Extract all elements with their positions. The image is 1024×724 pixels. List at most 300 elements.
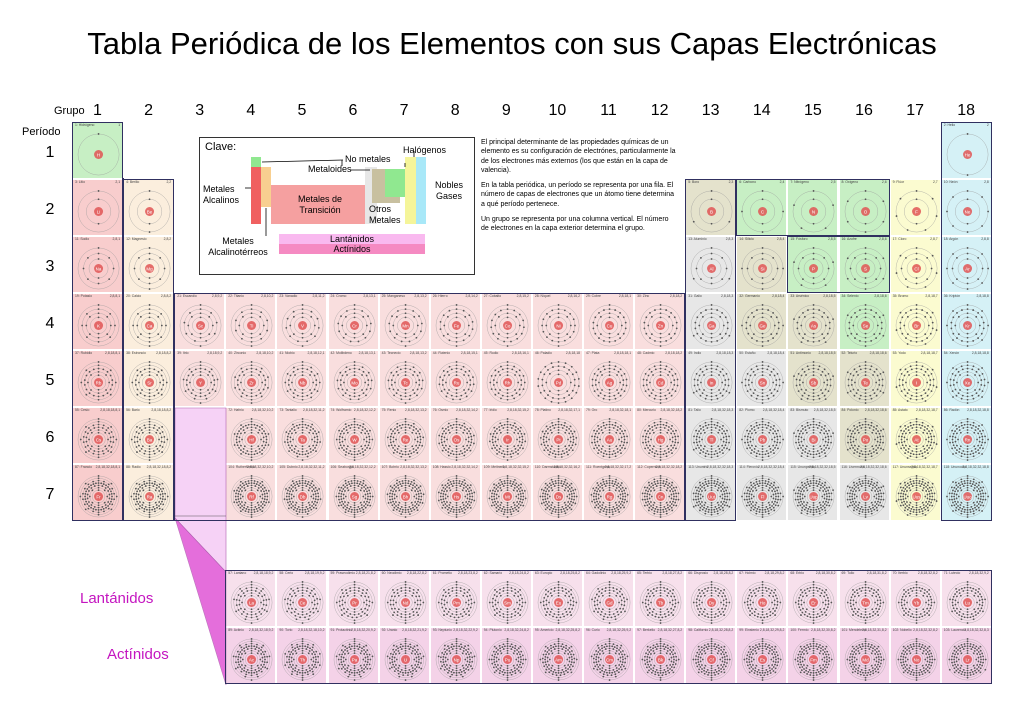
electron [809,450,811,452]
electron [510,341,512,343]
electron [463,374,465,376]
electron [448,423,450,425]
electron [251,451,253,453]
electron [392,509,394,511]
electron [915,341,917,343]
electron [455,308,457,310]
electron [594,390,596,392]
electron [609,304,611,306]
electron [926,428,928,430]
electron [411,504,413,506]
electron [828,439,830,441]
electron [666,479,668,481]
element-cell [583,293,634,350]
electron [716,340,718,342]
electron [547,494,549,496]
electron [762,247,764,249]
electron [164,436,166,438]
electron [494,389,496,391]
electron [310,448,312,450]
element-number-name: 88: Radio [126,465,141,469]
electron [297,483,299,485]
electron [410,502,412,504]
electron [414,439,416,441]
electron [762,288,764,290]
electron [849,448,851,450]
electron [651,482,653,484]
electron [820,432,822,434]
element-number-name: 39: Itrio [177,351,189,355]
electron [609,451,611,453]
electron [268,444,270,446]
electron [210,312,212,314]
electron [191,392,193,394]
electron [509,482,511,484]
element-configuration: 2,8,5 [827,237,836,241]
electron [149,288,151,290]
electron [833,375,835,377]
electron [447,426,449,428]
electron [149,190,151,192]
electron [447,479,449,481]
electron [794,261,796,263]
electron [412,484,414,486]
electron-shell-diagram [482,294,532,350]
electron [550,504,552,506]
electron [260,371,262,373]
electron [302,312,304,314]
electron [860,427,862,429]
electron [799,379,801,381]
element-cell [634,293,685,350]
electron-shell-diagram [533,294,583,350]
electron [308,425,310,427]
electron [363,486,365,488]
electron [828,390,830,392]
electron [235,330,237,332]
electron [961,425,963,427]
electron [904,395,906,397]
electron [973,445,975,447]
electron [949,436,951,438]
electron [777,373,779,375]
electron [514,389,516,391]
element-configuration: 2,2 [166,180,172,184]
electron [458,511,460,513]
electron [144,395,146,397]
electron [813,304,815,306]
electron [762,507,764,509]
electron [660,456,662,458]
electron [966,333,968,335]
electron [293,367,295,369]
electron [141,389,143,391]
electron [623,444,625,446]
electron [802,425,804,427]
electron [904,368,906,370]
electron [702,496,704,498]
element-cell [890,350,941,407]
electron [404,432,406,434]
electron [149,445,151,447]
electron [149,421,151,423]
electron [672,430,674,432]
electron [160,336,162,338]
electron [915,418,917,420]
electron [647,493,649,495]
electron-shell-diagram [942,237,992,293]
element-number-name: 51: Antimonio [790,351,811,355]
electron [711,283,713,285]
electron [898,385,900,387]
electron [827,316,829,318]
electron [749,447,751,449]
electron [567,439,569,441]
electron [651,333,653,335]
electron [810,453,812,455]
electron [624,373,626,375]
electron [669,501,671,503]
electron [711,337,713,339]
electron [657,453,659,455]
electron [616,484,618,486]
electron [313,432,315,434]
electron [806,445,808,447]
electron [341,325,343,327]
element-configuration: 2,8,18,32,17,1 [558,408,580,412]
electron [858,455,860,457]
electron [506,424,508,426]
electron [801,441,803,443]
element-number-name: 10: Neón [943,180,958,184]
electron [904,425,906,427]
element-number-name: 21: Escandio [177,294,197,298]
element-cell [941,293,992,350]
electron [798,439,800,441]
electron [392,447,394,449]
electron [620,484,622,486]
electron [260,439,262,441]
electron-shell-diagram [686,408,736,464]
electron [391,487,393,489]
electron [341,430,343,432]
element-configuration: 2,8,18,32,32,18,3 [706,465,734,469]
electron [741,211,743,213]
electron-shell-diagram [942,294,992,350]
electron [707,485,709,487]
electron [717,502,719,504]
electron [455,361,457,363]
electron [572,436,574,438]
electron [98,364,100,366]
electron [155,502,157,504]
electron [649,503,651,505]
electron [264,498,266,500]
electron [573,493,575,495]
electron [675,439,677,441]
electron [288,433,290,435]
electron [762,426,764,428]
electron [575,437,577,439]
electron [711,368,713,370]
electron [146,509,148,511]
electron [494,441,496,443]
electron [564,432,566,434]
electron [302,485,304,487]
element-cell [276,464,327,521]
electron [446,439,448,441]
electron [978,375,980,377]
electron [98,426,100,428]
electron [149,432,151,434]
electron [698,493,700,495]
electron [195,395,197,397]
electron [291,445,293,447]
electron [753,316,755,318]
electron [473,443,475,445]
electron [864,396,866,398]
electron [768,489,770,491]
electron [311,392,313,394]
electron [822,371,824,373]
electron [966,399,968,401]
electron [192,389,194,391]
electron [407,453,409,455]
electron [565,487,567,489]
electron [864,429,866,431]
electron [660,489,662,491]
electron [500,445,502,447]
electron [209,392,211,394]
electron [649,484,651,486]
electron [548,486,550,488]
electron [747,442,749,444]
electron [644,448,646,450]
element-cell [225,293,276,350]
electron [145,450,147,452]
electron [240,507,242,509]
electron [440,493,442,495]
electron [915,247,917,249]
electron [711,445,713,447]
electron [768,452,770,454]
electron [879,268,881,270]
electron-shell-diagram [533,465,583,521]
electron [504,424,506,426]
electron [212,389,214,391]
electron [672,441,674,443]
electron [693,392,695,394]
electron [946,325,948,327]
electron [369,487,371,489]
electron [416,509,418,511]
electron [397,484,399,486]
electron [552,508,554,510]
electron [448,504,450,506]
electron [509,509,511,511]
electron [565,429,567,431]
electron [562,450,564,452]
electron [551,362,553,364]
element-number-name: 72: Hafnio [228,408,244,412]
element-configuration: 2,8,18,7 [925,294,938,298]
electron [548,501,550,503]
electron [751,425,753,427]
element-symbol: Al [709,266,714,272]
electron [806,432,808,434]
electron [619,337,621,339]
electron [705,398,707,400]
electron [612,513,614,515]
electron [296,502,298,504]
electron [755,487,757,489]
electron [699,441,701,443]
electron [92,510,94,512]
electron [720,505,722,507]
electron [833,318,835,320]
electron [666,365,668,367]
electron [558,418,560,420]
electron [451,395,453,397]
electron [566,482,568,484]
electron [88,427,90,429]
electron [296,425,298,427]
electron [438,492,440,494]
element-symbol: He [964,152,971,158]
electron [546,484,548,486]
electron [558,514,560,516]
electron [825,441,827,443]
electron [364,494,366,496]
electron [251,396,253,398]
electron [360,504,362,506]
electron [302,475,304,477]
electron [660,477,662,479]
electron [466,449,468,451]
electron [698,490,700,492]
electron [98,258,100,260]
electron [98,421,100,423]
electron [769,484,771,486]
electron [251,308,253,310]
electron [623,433,625,435]
electron [725,316,727,318]
electron [828,448,830,450]
electron [397,487,399,489]
electron [467,488,469,490]
electron [711,426,713,428]
electron [302,361,304,363]
electron [503,513,505,515]
electron [519,325,521,327]
electron [564,481,566,483]
electron [548,490,550,492]
electron [162,498,164,500]
electron [441,444,443,446]
electron [555,509,557,511]
electron [954,436,956,438]
electron [551,481,553,483]
electron [703,507,705,509]
electron [400,450,402,452]
electron [84,498,86,500]
element-number-name: 9: Flúor [892,180,905,184]
electron-shell-diagram [482,351,532,407]
electron [779,385,781,387]
electron-shell-diagram [380,465,430,521]
electron [102,369,104,371]
electron [86,488,88,490]
electron [107,490,109,492]
electron [770,426,772,428]
electron [444,484,446,486]
electron [263,375,265,377]
electron [506,312,508,314]
electron [652,429,654,431]
electron [762,392,764,394]
electron [753,392,755,394]
electron [561,480,563,482]
electron [966,456,968,458]
electron-shell-diagram [891,408,941,464]
electron [623,333,625,335]
electron [236,436,238,438]
element-symbol: Be [146,209,153,215]
electron [498,316,500,318]
electron-shell-diagram [840,408,890,464]
electron [409,369,411,371]
electron [711,507,713,509]
electron [649,494,651,496]
electron [745,379,747,381]
electron [395,392,397,394]
electron [110,426,112,428]
electron [441,436,443,438]
electron [266,499,268,501]
electron [569,488,571,490]
element-number-name: 3: Litio [75,180,85,184]
electron [928,447,930,449]
electron [415,484,417,486]
electron [318,499,320,501]
electron [145,485,147,487]
electron [144,453,146,455]
electron [625,327,627,329]
electron [443,370,445,372]
electron [417,430,419,432]
element-configuration: 2,8,18,32,32,15,2 [502,465,529,469]
electron [895,215,897,217]
electron [422,493,424,495]
electron [453,509,455,511]
electron [411,487,413,489]
electron [464,333,466,335]
electron [700,368,702,370]
electron [667,487,669,489]
electron [725,379,727,381]
electron [591,501,593,503]
electron [766,485,768,487]
electron [356,424,358,426]
electron [499,504,501,506]
electron [864,190,866,192]
electron [609,316,611,318]
electron [390,502,392,504]
electron [466,498,468,500]
electron [561,511,563,513]
element-cell [532,407,583,464]
electron [558,373,560,375]
